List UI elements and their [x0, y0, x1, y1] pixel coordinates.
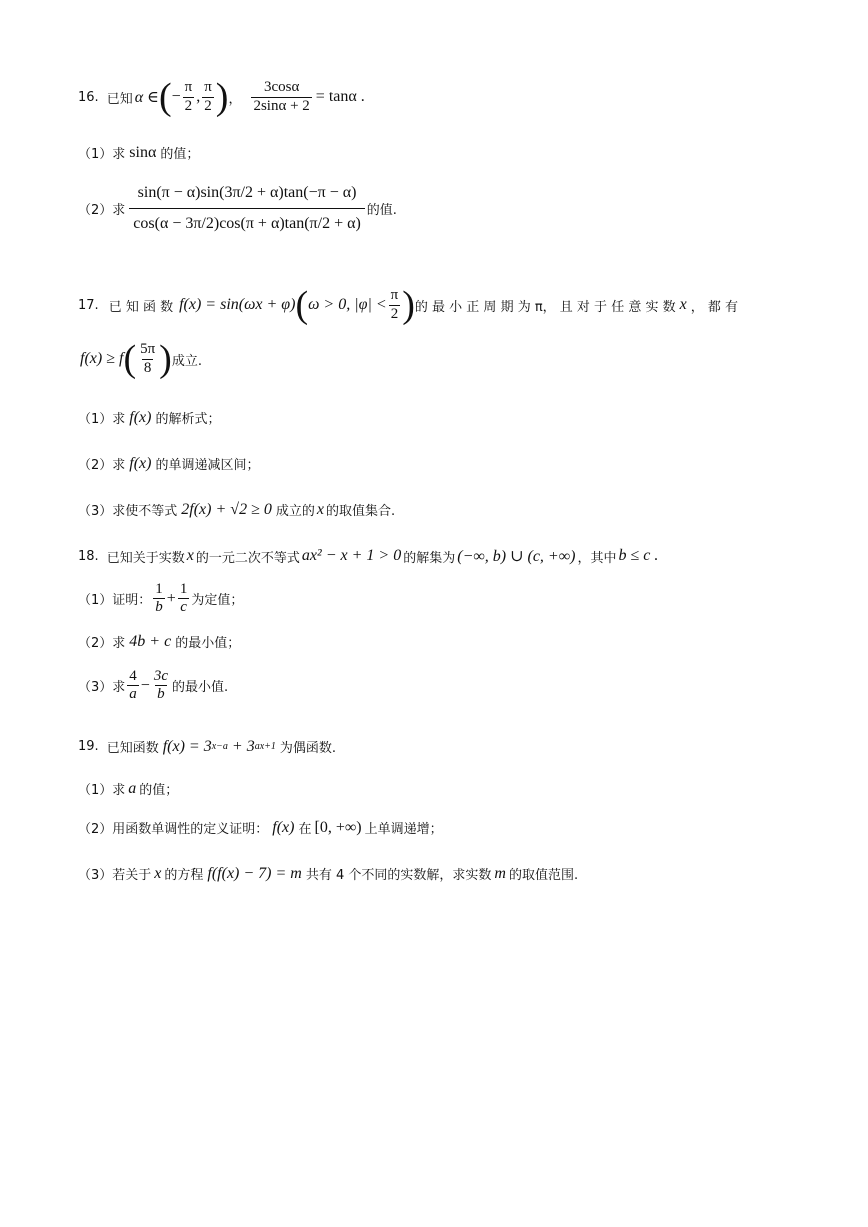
q19-part3-expr: f(f(x) − 7) = m	[207, 864, 302, 882]
q17-part3-tail-a: 成立的	[275, 504, 315, 519]
q19-stem-a: 已知函数	[106, 741, 159, 756]
q16-condition: α ∈	[134, 89, 159, 106]
q18-solution-set: (−∞, b) ∪ (c, +∞)	[457, 548, 576, 565]
q17-line2-close: )	[159, 338, 172, 380]
q18-part1-frac-c: $\frac{1}{c}$	[179, 581, 188, 616]
q17-part1-expr: f(x)	[129, 408, 152, 426]
q19-part1-label: （1）求	[78, 783, 126, 798]
q19-part3	[78, 864, 578, 883]
q17-x: x	[679, 296, 687, 313]
q17-stem-a: 已 知 函 数	[108, 299, 174, 315]
q19-part1-tail: 的值；	[139, 783, 179, 798]
q17-part2-tail: 的单调递减区间；	[155, 458, 260, 473]
q18-stem-b: 的一元二次不等式	[195, 550, 300, 566]
q16-interval-close: )	[215, 76, 229, 118]
q16-part2-fraction	[129, 178, 365, 240]
q19-part2-label: （2）用函数单调性的定义证明：	[78, 822, 269, 837]
q17-stem-c: ， 都 有	[690, 299, 738, 315]
q18-part1-label: （1）证明：	[78, 593, 152, 609]
q16-part2-denominator: cos(α − 3π/2)cos(π + α)tan(π/2 + α)	[129, 208, 365, 239]
q18-part1: （1）证明： $\frac{1}{b}$ + $\frac{1}{c}$ 为定值；	[78, 581, 244, 616]
q17-line2	[80, 340, 202, 378]
q19-part3-end: 的取值范围.	[508, 868, 579, 883]
q19-part2-mid: 在	[298, 822, 312, 837]
q18-condition: b ≤ c .	[618, 547, 659, 564]
q19-exponent-1: x−a	[211, 741, 228, 752]
q17-line2-open: (	[123, 338, 137, 380]
q17-part1-tail: 的解析式；	[155, 412, 221, 427]
q19-exponent-2: ax+1	[254, 741, 276, 752]
q16-part1-tail: 的值；	[160, 147, 200, 162]
q17-stem	[78, 286, 738, 324]
q18-part3-frac-a: $\frac{4}{a}$	[129, 668, 137, 703]
q19-plus-term: + 3	[231, 737, 255, 755]
q19-stem	[78, 737, 336, 756]
q16-equation-fraction: $\frac{3\cos\alpha}{2\sin\alpha + 2}$	[253, 79, 310, 114]
q19-stem-b: 为偶函数.	[279, 741, 337, 756]
q17-part3-expr: 2f(x) + √2 ≥ 0	[181, 500, 272, 518]
q16-fraction-pi-2-a: $\frac{\pi}{2}$	[184, 79, 193, 114]
q19-part3-mid: 的方程	[164, 868, 204, 883]
q18-stem-d: ，其中	[577, 550, 617, 566]
q16-interval-open: (	[158, 76, 172, 118]
q16-stem-text: 已知	[106, 91, 133, 107]
q18-inequality: ax² − x + 1 > 0	[301, 547, 402, 564]
q19-number: 19.	[78, 739, 99, 754]
q19-part2	[78, 818, 443, 837]
q19-part3-label: （3）若关于	[78, 868, 152, 883]
q16-minus: −	[171, 88, 181, 105]
q18-number: 18.	[78, 548, 99, 564]
q17-part3-x: x	[316, 500, 324, 518]
q17-part2-expr: f(x)	[129, 454, 152, 472]
q17-part2-label: （2）求	[78, 458, 126, 473]
q16-comma: ，	[228, 91, 242, 107]
q16-number: 16.	[78, 89, 99, 105]
q17-part3	[78, 500, 395, 519]
q18-stem-a: 已知关于实数	[106, 550, 185, 566]
q19-part2-expr: f(x)	[272, 818, 295, 836]
q17-cond-fraction: $\frac{\pi}{2}$	[390, 287, 399, 322]
q16-stem	[78, 78, 365, 116]
q18-part2-tail: 的最小值；	[175, 636, 241, 651]
q18-part3-tail: 的最小值.	[171, 680, 229, 696]
q17-part3-label: （3）求使不等式	[78, 504, 178, 519]
q18-part3-label: （3）求	[78, 680, 126, 696]
q16-equation-rhs: = tanα .	[315, 88, 365, 105]
q16-part1-expr: sinα	[129, 143, 157, 161]
q17-function: f(x) = sin(ωx + φ)	[179, 296, 296, 313]
q17-part1-label: （1）求	[78, 412, 126, 427]
q17-cond-close: )	[402, 284, 415, 326]
q18-part1-frac-b: $\frac{1}{b}$	[155, 581, 163, 616]
q18-part2-label: （2）求	[78, 636, 126, 651]
q17-line2-expr: f(x) ≥ f	[80, 350, 124, 367]
q17-line2-fraction: $\frac{5\pi}{8}$	[140, 341, 156, 376]
q18-stem	[78, 546, 658, 566]
q18-x: x	[186, 547, 194, 564]
q19-part1	[78, 779, 178, 798]
q17-cond-open: (	[295, 284, 309, 326]
q17-part1	[78, 408, 221, 427]
q19-part2-interval: [0, +∞)	[314, 818, 362, 836]
q19-part3-x: x	[154, 864, 162, 882]
q19-part3-tail: 共有 4 个不同的实数解，求实数	[305, 868, 492, 883]
q16-part1	[78, 143, 199, 162]
q17-condition: ω > 0, |φ| <	[308, 296, 387, 313]
q19-part1-a: a	[128, 779, 137, 797]
q16-part2	[78, 178, 397, 240]
q17-line2-tail: 成立.	[171, 353, 202, 369]
q17-number: 17.	[78, 297, 99, 313]
q16-part1-label: （1）求	[78, 147, 126, 162]
q18-part3-frac-b: $\frac{3c}{b}$	[153, 668, 168, 703]
q17-part3-tail-b: 的取值集合.	[325, 504, 396, 519]
q18-part2	[78, 632, 240, 651]
q16-sep: ,	[196, 88, 201, 105]
q19-function: f(x) = 3	[162, 737, 212, 755]
q19-part2-tail: 上单调递增；	[364, 822, 443, 837]
q18-stem-c: 的解集为	[403, 550, 456, 566]
q16-part2-tail: 的值.	[366, 203, 397, 219]
q18-part3: （3）求 $\frac{4}{a}$ − $\frac{3c}{b}$ 的最小值.	[78, 668, 229, 703]
q17-part2	[78, 454, 260, 473]
q16-part2-numerator: sin(π − α)sin(3π/2 + α)tan(−π − α)	[137, 184, 357, 201]
q16-fraction-pi-2-b: $\frac{\pi}{2}$	[204, 79, 212, 114]
q17-stem-b: 的 最 小 正 周 期 为 π， 且 对 于 任 意 实 数	[414, 299, 676, 315]
q16-part2-label: （2）求	[78, 203, 126, 219]
q19-part3-m: m	[494, 864, 506, 882]
q18-part1-tail: 为定值；	[191, 593, 244, 609]
q18-part2-expr: 4b + c	[129, 632, 172, 650]
